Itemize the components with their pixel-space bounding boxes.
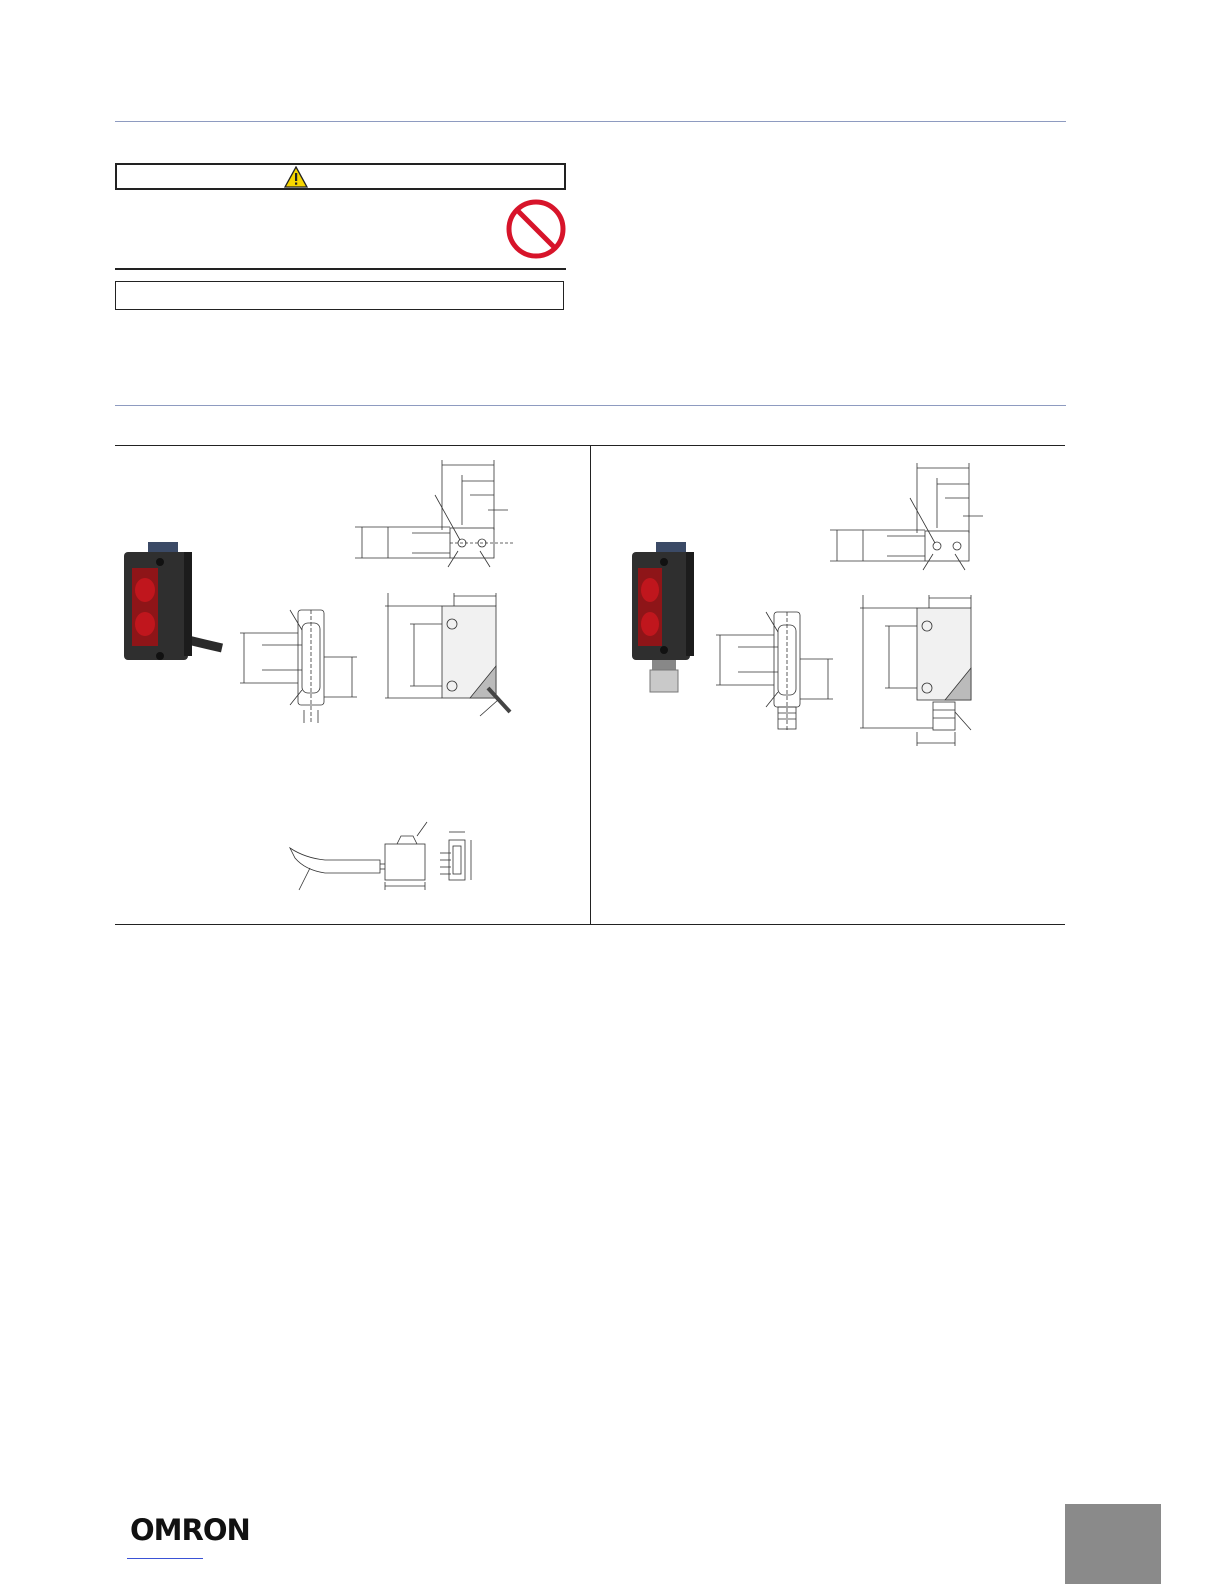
footer-link-underline[interactable] [127,1558,203,1559]
top-view-drawing-connector [825,458,995,573]
top-view-drawing-cable [350,455,520,570]
top-rule [115,121,1066,122]
warning-separator [115,268,566,270]
side-view-drawing-connector [855,590,995,750]
prohibition-circle-icon [505,198,567,260]
section-rule [115,405,1066,406]
connector-drawing [285,818,485,898]
caution-header-box [115,281,564,310]
sensor-photo-connector [628,538,708,698]
omron-logo: OMRON [130,1513,250,1547]
sensor-photo-cable [120,538,225,668]
side-view-drawing-cable [380,588,520,718]
front-view-drawing-connector [708,607,838,737]
warning-triangle-icon [284,166,308,188]
page-number-tab [1065,1504,1161,1584]
front-view-drawing-cable [232,605,362,730]
dimensions-column-divider [590,445,591,925]
warning-header-box [115,163,566,190]
